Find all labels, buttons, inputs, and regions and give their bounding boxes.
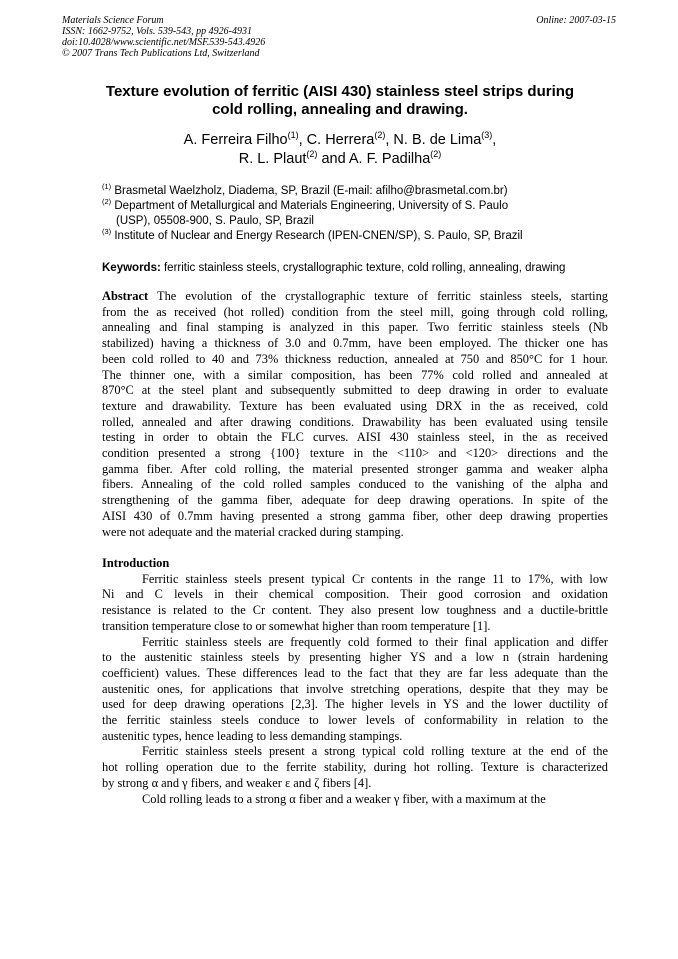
author-affil-mark: (3) [481,130,493,141]
online-date: Online: 2007-03-15 [536,15,616,26]
abstract-line: strengthening of the gamma fiber, adequate for deep drawing operations. In spite of the [102,493,608,508]
body-line: the ferritic stainless steels conduce to lower levels of conformability in relation to the [102,713,608,728]
keywords-label: Keywords: [102,262,161,274]
abstract-line: gamma fiber. After cold rolling, the material presented stronger gamma and weaker alpha [102,461,608,476]
section-heading: Introduction [102,556,170,570]
author-name: A. Ferreira Filho [183,132,288,148]
body-line: Ferritic stainless steels are frequently cold formed to their final application and differ [142,634,608,649]
abstract-line: were not adequate and the material cracked during stamping. [102,524,404,539]
abstract-line: fibers. Annealing of the cold rolled samples conduced to the vanishing of the alpha and [102,477,608,492]
body-line: Ferritic stainless steels present typical Cr contents in the range 11 to 17%, with low [142,571,608,586]
doi-line[interactable]: doi:10.4028/www.scientific.net/MSF.539-543.4926 [62,37,266,48]
keywords-text: ferritic stainless steels, crystallographic texture, cold rolling, annealing, drawing [160,262,566,274]
author-name: , N. B. de Lima [385,132,482,148]
copyright-line: © 2007 Trans Tech Publications Ltd, Switzerland [62,48,260,59]
author-line-1 [80,131,600,150]
journal-header [62,15,616,59]
abstract-line: AISI 430 of 0.7mm having presented a strong gamma fiber, other deep drawing properties [102,508,608,523]
abstract-line: annealing and final stamping is analyzed in this paper. Two ferritic stainless steels (Nb [102,320,608,335]
abstract-line: rolled, annealed and after drawing conditions. Drawability has been evaluated using tensile [102,414,608,429]
affiliation-2 [102,199,622,214]
body-line: used for deep drawing operations [2,3]. The higher levels in YS and the lower ductility of [102,697,608,712]
affiliation-text: Department of Metallurgical and Materials Engineering, University of S. Paulo [111,200,509,212]
author-line-2 [80,150,600,169]
title-line-1: Texture evolution of ferritic (AISI 430) stainless steel strips during [105,83,575,100]
body-line: Ni and C levels in their chemical composition. Their good corrosion and oxidation [102,587,608,602]
author-affil-mark: (2) [430,149,442,160]
author-list [80,131,600,169]
affiliation-3 [102,229,622,244]
affiliations [102,184,622,244]
abstract [102,289,608,540]
author-affil-mark: (2) [306,149,318,160]
abstract-line: been cold rolled to 40 and 73% thickness reduction, annealed at 750 and 850°C for 1 hour. [102,351,608,366]
author-affil-mark: (1) [287,130,299,141]
body-line: Cold rolling leads to a strong α fiber and a weaker γ fiber, with a maximum at the [142,791,546,806]
body-line: coefficient) values. These differences lead to the fact that they are far less adequate than the [102,665,608,680]
author-name: R. L. Plaut [238,151,307,167]
affiliation-mark: (3) [102,227,112,237]
abstract-line: Abstract The evolution of the crystallographic texture of ferritic stainless steels, starting [102,289,608,303]
abstract-line: testing in order to obtain the FLC curves. AISI 430 stainless steel, in the as received [102,430,608,445]
affiliation-text: Institute of Nuclear and Energy Research (IPEN-CNEN/SP), S. Paulo, SP, Brazil [111,230,523,242]
body-line: transition temperature close to or somewhat higher than room temperature [1]. [102,618,491,633]
affiliation-mark: (2) [102,197,112,207]
author-name: and A. F. Padilha [317,151,431,167]
affiliation-mark: (1) [102,182,112,192]
abstract-line: texture and drawability. Texture has been evaluated using DRX in the as received, cold [102,398,608,413]
affiliation-2-continued: (USP), 05508-900, S. Paulo, SP, Brazil [116,215,314,227]
body-line: hot rolling operation due to the ferrite stability, during hot rolling. Texture is characterized [102,760,608,775]
abstract-line: The thinner one, with a similar composition, has been 77% cold rolled and annealed at [102,367,608,382]
affiliation-text: Brasmetal Waelzholz, Diadema, SP, Brazil (E-mail: afilho@brasmetal.com.br) [111,185,508,197]
affiliation-1 [102,184,622,199]
body-line: resistance is related to the Cr content. They also present low toughness and a ductile-brittle [102,603,608,618]
body-line: to the austenitic stainless steels by presenting higher YS and a low n (strain hardening [102,650,608,665]
abstract-label: Abstract [102,289,149,303]
author-affil-mark: (2) [374,130,386,141]
journal-name: Materials Science Forum [62,15,164,26]
abstract-line: condition presented a strong {100} texture in the <110> and <120> directions and the [102,446,608,461]
body-line: austenitic ones, for applications that involve stretching operations, despite that they may be [102,681,608,696]
title-line-2: cold rolling, annealing and drawing. [212,101,468,118]
body-line: by strong α and γ fibers, and weaker ε and ζ fibers [4]. [102,775,372,790]
abstract-line: from the as received (hot rolled) condition from the steel mill, going through cold rolling, [102,304,608,319]
abstract-line: stabilized) having a thickness of 3.0 and 0.7mm, have been employed. The thicker one has [102,336,608,351]
paper-title [80,83,600,119]
author-separator: , [492,132,497,148]
introduction-section [102,556,608,807]
author-name: , C. Herrera [298,132,375,148]
body-line: austenitic types, hence leading to less demanding stampings. [102,728,403,743]
abstract-line: 870°C at the steel plant and subsequently submitted to deep drawing in order to evaluate [102,383,608,398]
body-line: Ferritic stainless steels present a strong typical cold rolling texture at the end of the [142,744,608,759]
keywords [102,261,622,276]
issn-line: ISSN: 1662-9752, Vols. 539-543, pp 4926-4931 [62,26,252,37]
